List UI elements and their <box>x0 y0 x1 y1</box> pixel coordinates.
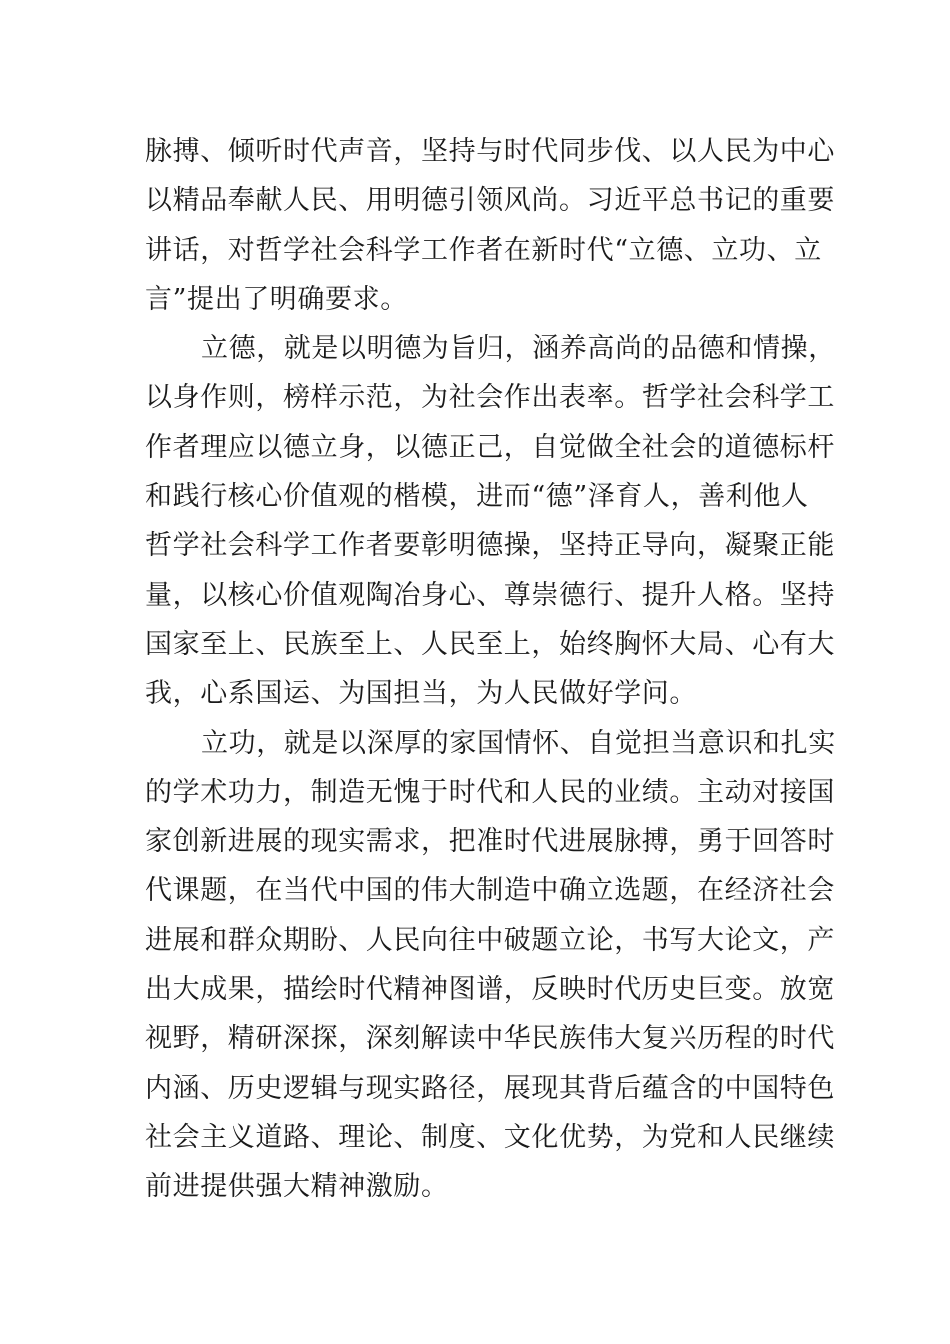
document-body <box>145 127 836 1212</box>
text-line: 哲学社会科学工作者要彰明德操，坚持正导向，凝聚正能 <box>145 530 835 562</box>
text-line: 言”提出了明确要求。 <box>145 283 408 315</box>
text-line: 家创新进展的现实需求，把准时代进展脉搏，勇于回答时 <box>145 826 835 858</box>
paragraph-first-line: 立功，就是以深厚的家国情怀、自觉担当意识和扎实 <box>201 727 836 759</box>
paragraph-first-line: 立德，就是以明德为旨归，涵养高尚的品德和情操， <box>201 333 836 365</box>
text-line: 国家至上、民族至上、人民至上，始终胸怀大局、心有大 <box>145 628 835 660</box>
text-line: 的学术功力，制造无愧于时代和人民的业绩。主动对接国 <box>145 776 835 808</box>
text-line: 出大成果，描绘时代精神图谱，反映时代历史巨变。放宽 <box>145 974 835 1006</box>
text-line: 内涵、历史逻辑与现实路径，展现其背后蕴含的中国特色 <box>145 1072 835 1104</box>
text-line: 视野，精研深探，深刻解读中华民族伟大复兴历程的时代 <box>145 1023 835 1055</box>
text-line: 我，心系国运、为国担当，为人民做好学问。 <box>145 678 697 710</box>
text-line: 量，以核心价值观陶冶身心、尊崇德行、提升人格。坚持 <box>145 579 835 611</box>
text-line: 和践行核心价值观的楷模，进而“德”泽育人，善利他人 <box>145 481 809 513</box>
text-line: 作者理应以德立身，以德正己，自觉做全社会的道德标杆 <box>145 431 835 463</box>
text-line: 讲话，对哲学社会科学工作者在新时代“立德、立功、立 <box>145 234 822 266</box>
text-line: 以精品奉献人民、用明德引领风尚。习近平总书记的重要 <box>145 185 835 217</box>
text-line: 代课题，在当代中国的伟大制造中确立选题，在经济社会 <box>145 875 835 907</box>
text-line: 进展和群众期盼、人民向往中破题立论，书写大论文，产 <box>145 924 835 956</box>
text-line: 以身作则，榜样示范，为社会作出表率。哲学社会科学工 <box>145 382 835 414</box>
text-line: 前进提供强大精神激励。 <box>145 1171 449 1203</box>
text-line: 社会主义道路、理论、制度、文化优势，为党和人民继续 <box>145 1121 835 1153</box>
text-line: 脉搏、倾听时代声音，坚持与时代同步伐、以人民为中心 <box>145 136 835 167</box>
